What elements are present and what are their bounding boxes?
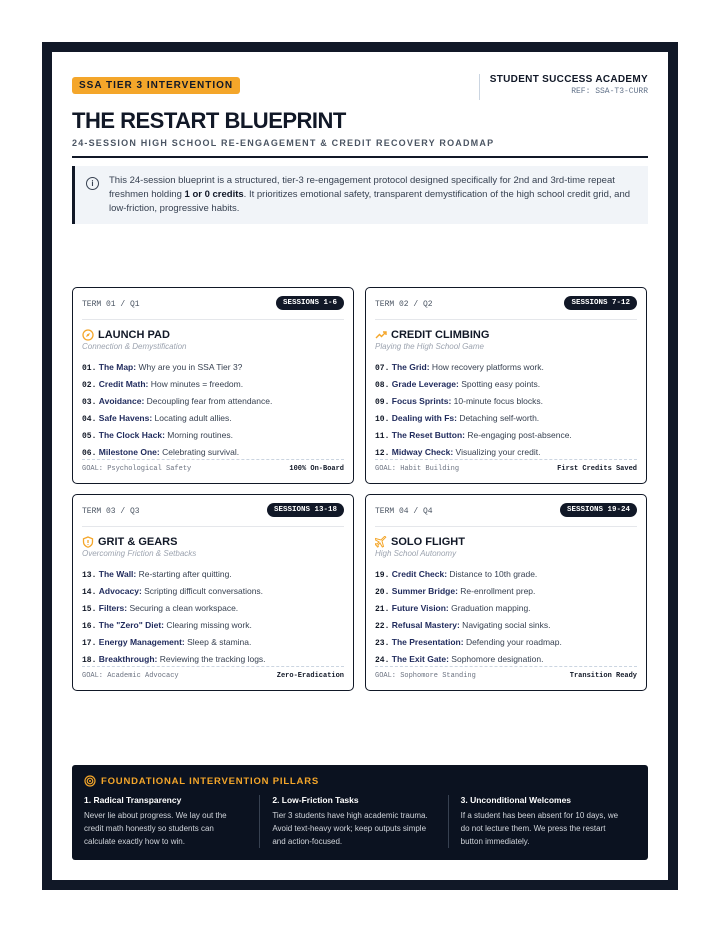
goal-target: First Credits Saved — [557, 465, 637, 473]
session-number: 01. — [82, 364, 97, 373]
session-label: Breakthrough: — [98, 654, 158, 664]
session-number: 13. — [82, 571, 97, 580]
goal-target: Transition Ready — [569, 672, 637, 680]
session-number: 06. — [82, 449, 97, 458]
session-item — [375, 359, 637, 376]
card-title: GRIT & GEARS — [98, 536, 178, 548]
intro-callout — [72, 166, 648, 224]
session-number: 07. — [375, 364, 390, 373]
session-label: Credit Check: — [391, 569, 448, 579]
card-title-row — [375, 536, 637, 548]
session-text: Re-enrollment prep. — [457, 586, 536, 596]
card-subtitle: High School Autonomy — [375, 549, 457, 558]
pillar-title: 2. Low-Friction Tasks — [272, 795, 359, 805]
session-label: Midway Check: — [391, 447, 454, 457]
session-list — [375, 359, 637, 461]
sessions-pill: SESSIONS 19-24 — [560, 503, 637, 517]
session-text: Securing a clean workspace. — [127, 603, 239, 613]
card-footer — [375, 459, 637, 475]
trending-up-icon — [375, 329, 387, 341]
session-number: 24. — [375, 656, 390, 665]
session-text: Reviewing the tracking logs. — [157, 654, 266, 664]
session-text: Why are you in SSA Tier 3? — [136, 362, 243, 372]
session-number: 05. — [82, 432, 97, 441]
intro-text-end: . It prioritizes emotional safety, transparent demystification of the high school credit grid, and low-friction, progressive habits. — [109, 189, 631, 214]
session-text: Scripting difficult conversations. — [141, 586, 264, 596]
header-divider — [72, 156, 648, 158]
session-label: Refusal Mastery: — [391, 620, 460, 630]
session-text: 10-minute focus blocks. — [451, 396, 543, 406]
goal-label: GOAL: Psychological Safety — [82, 465, 192, 473]
pillars-title: FOUNDATIONAL INTERVENTION PILLARS — [101, 775, 319, 787]
session-label: Milestone One: — [98, 447, 160, 457]
session-text: Celebrating survival. — [159, 447, 240, 457]
term-card-3 — [72, 494, 354, 691]
session-number: 08. — [375, 381, 390, 390]
session-label: The "Zero" Diet: — [98, 620, 164, 630]
card-title: SOLO FLIGHT — [391, 536, 465, 548]
session-number: 21. — [375, 605, 390, 614]
card-header — [375, 298, 637, 320]
session-item — [82, 600, 344, 617]
session-text: Navigating social sinks. — [459, 620, 551, 630]
shield-icon — [82, 536, 94, 548]
session-label: The Presentation: — [391, 637, 464, 647]
goal-target: Zero-Eradication — [276, 672, 344, 680]
session-number: 17. — [82, 639, 97, 648]
pillar-title: 1. Radical Transparency — [84, 795, 182, 805]
sessions-pill: SESSIONS 7-12 — [564, 296, 637, 310]
session-text: Clearing missing work. — [163, 620, 252, 630]
term-card-2 — [365, 287, 647, 484]
session-label: Grade Leverage: — [391, 379, 459, 389]
org-block — [479, 74, 648, 100]
session-list — [82, 359, 344, 461]
session-item — [82, 376, 344, 393]
session-label: Credit Math: — [98, 379, 149, 389]
card-subtitle: Connection & Demystification — [82, 342, 187, 351]
session-number: 14. — [82, 588, 97, 597]
session-text: How minutes = freedom. — [148, 379, 244, 389]
sessions-pill: SESSIONS 1-6 — [276, 296, 344, 310]
session-text: Morning routines. — [164, 430, 233, 440]
session-item — [375, 410, 637, 427]
session-label: Summer Bridge: — [391, 586, 458, 596]
pillar-3 — [448, 795, 636, 848]
tier-badge: SSA TIER 3 INTERVENTION — [72, 77, 240, 94]
card-subtitle: Playing the High School Game — [375, 342, 484, 351]
document-sheet — [52, 52, 668, 880]
plane-icon — [375, 536, 387, 548]
session-number: 10. — [375, 415, 390, 424]
session-number: 12. — [375, 449, 390, 458]
session-text: Defending your roadmap. — [463, 637, 562, 647]
session-item — [375, 583, 637, 600]
pillar-text: Tier 3 students have high academic trauma. Avoid text-heavy work; keep outputs simple and action-focused. — [272, 811, 428, 846]
card-subtitle: Overcoming Friction & Setbacks — [82, 549, 197, 558]
session-text: Distance to 10th grade. — [447, 569, 538, 579]
session-text: Re-engaging post-absence. — [464, 430, 572, 440]
page-frame — [42, 42, 678, 890]
term-label: TERM 02 / Q2 — [375, 300, 433, 309]
session-item — [82, 393, 344, 410]
session-item — [375, 393, 637, 410]
session-number: 09. — [375, 398, 390, 407]
card-title: LAUNCH PAD — [98, 329, 170, 341]
session-label: Avoidance: — [98, 396, 145, 406]
session-number: 22. — [375, 622, 390, 631]
session-number: 11. — [375, 432, 390, 441]
session-item — [375, 634, 637, 651]
session-text: How recovery platforms work. — [429, 362, 544, 372]
session-item — [82, 427, 344, 444]
session-number: 18. — [82, 656, 97, 665]
card-header — [82, 298, 344, 320]
page-title: THE RESTART BLUEPRINT — [72, 108, 346, 133]
session-list — [82, 566, 344, 668]
session-item — [82, 617, 344, 634]
session-item — [375, 427, 637, 444]
session-item — [375, 566, 637, 583]
goal-label: GOAL: Academic Advocacy — [82, 672, 179, 680]
card-title: CREDIT CLIMBING — [391, 329, 490, 341]
session-number: 16. — [82, 622, 97, 631]
session-item — [82, 583, 344, 600]
card-title-row — [82, 536, 344, 548]
org-ref: REF: SSA-T3-CURR — [571, 87, 648, 96]
pillar-title: 3. Unconditional Welcomes — [460, 795, 572, 805]
session-text: Spotting easy points. — [458, 379, 541, 389]
org-name: STUDENT SUCCESS ACADEMY — [489, 74, 648, 85]
card-footer — [82, 666, 344, 682]
pillar-columns — [84, 795, 636, 848]
term-card-1 — [72, 287, 354, 484]
pillars-panel — [72, 765, 648, 860]
session-item — [375, 600, 637, 617]
session-number: 15. — [82, 605, 97, 614]
pillar-2 — [259, 795, 447, 848]
session-number: 02. — [82, 381, 97, 390]
card-header — [375, 505, 637, 527]
sessions-pill: SESSIONS 13-18 — [267, 503, 344, 517]
session-number: 20. — [375, 588, 390, 597]
session-label: Energy Management: — [98, 637, 185, 647]
session-text: Decoupling fear from attendance. — [144, 396, 273, 406]
pillar-text: If a student has been absent for 10 days, we do not lecture them. We press the restart button immediately. — [460, 811, 619, 846]
session-text: Sophomore designation. — [448, 654, 544, 664]
session-item — [375, 617, 637, 634]
session-label: Advocacy: — [98, 586, 142, 596]
card-title-row — [82, 329, 344, 341]
term-card-4 — [365, 494, 647, 691]
session-label: Focus Sprints: — [391, 396, 452, 406]
term-label: TERM 04 / Q4 — [375, 507, 433, 516]
session-item — [375, 376, 637, 393]
intro-text-start: This 24-session blueprint is a structured, tier-3 re-engagement protocol designed specifically for 2nd and 3rd-time repeat freshmen holding — [109, 175, 615, 200]
card-footer — [82, 459, 344, 475]
term-label: TERM 01 / Q1 — [82, 300, 140, 309]
target-icon — [84, 775, 96, 787]
session-text: Locating adult allies. — [152, 413, 232, 423]
session-label: Dealing with Fs: — [391, 413, 457, 423]
pillars-header — [84, 775, 636, 787]
page-subtitle: 24-SESSION HIGH SCHOOL RE-ENGAGEMENT & CREDIT RECOVERY ROADMAP — [72, 138, 495, 148]
pillar-text: Never lie about progress. We lay out the credit math honestly so students can calculate exactly how to win. — [84, 811, 227, 846]
session-text: Sleep & stamina. — [184, 637, 252, 647]
card-footer — [375, 666, 637, 682]
session-number: 03. — [82, 398, 97, 407]
session-label: Safe Havens: — [98, 413, 153, 423]
pillar-1 — [84, 795, 259, 848]
session-label: Filters: — [98, 603, 128, 613]
session-item — [82, 566, 344, 583]
session-item — [82, 359, 344, 376]
term-label: TERM 03 / Q3 — [82, 507, 140, 516]
goal-label: GOAL: Sophomore Standing — [375, 672, 476, 680]
session-label: The Map: — [98, 362, 137, 372]
session-text: Detaching self-worth. — [456, 413, 540, 423]
card-title-row — [375, 329, 637, 341]
session-item — [82, 410, 344, 427]
session-text: Re-starting after quitting. — [136, 569, 232, 579]
session-text: Graduation mapping. — [448, 603, 531, 613]
intro-text-bold: 1 or 0 credits — [184, 189, 244, 200]
info-icon: i — [86, 177, 99, 190]
goal-label: GOAL: Habit Building — [375, 465, 460, 473]
session-list — [375, 566, 637, 668]
session-label: The Wall: — [98, 569, 137, 579]
goal-target: 100% On-Board — [289, 465, 344, 473]
session-item — [82, 634, 344, 651]
session-text: Visualizing your credit. — [453, 447, 541, 457]
session-label: The Exit Gate: — [391, 654, 449, 664]
session-label: The Reset Button: — [391, 430, 465, 440]
session-number: 23. — [375, 639, 390, 648]
session-label: Future Vision: — [391, 603, 449, 613]
card-header — [82, 505, 344, 527]
session-number: 04. — [82, 415, 97, 424]
session-label: The Grid: — [391, 362, 430, 372]
compass-icon — [82, 329, 94, 341]
session-label: The Clock Hack: — [98, 430, 165, 440]
session-number: 19. — [375, 571, 390, 580]
